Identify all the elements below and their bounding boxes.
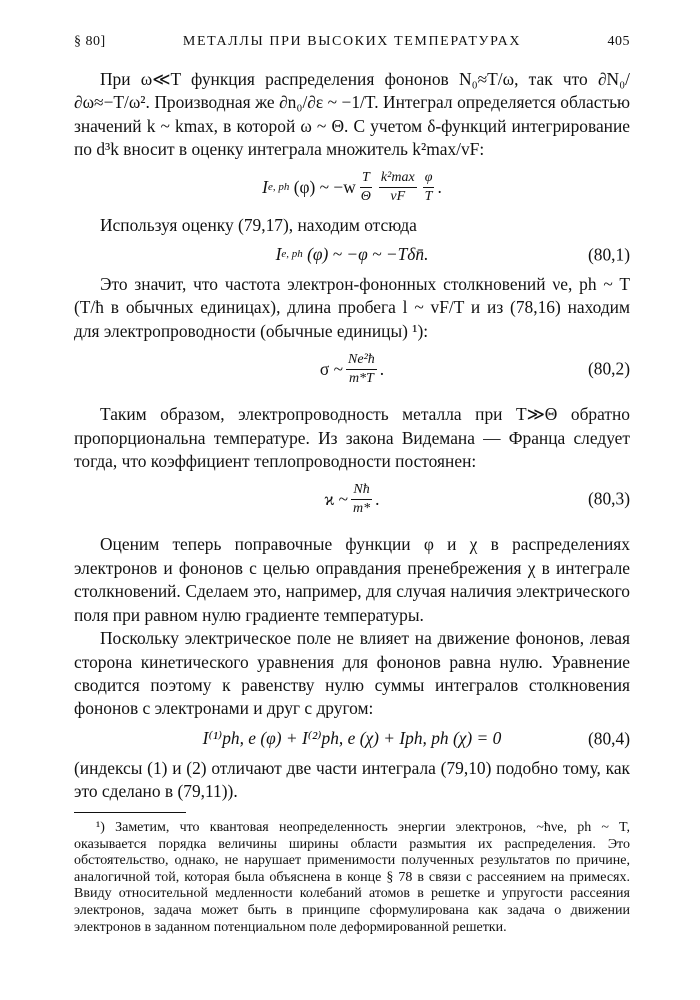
eq1-lhs: I: [275, 244, 282, 265]
equation-80-1: [74, 237, 630, 273]
equation-unnumbered: [74, 162, 630, 214]
eq2-frac: $\frac{\text{Ne²ħ}}{m*T}$: [348, 351, 375, 386]
paragraph-2: Используя оценку (79,17), находим отсюда: [100, 214, 417, 235]
eq2-lhs: σ ~: [319, 358, 344, 379]
equation-80-3: [74, 473, 630, 525]
paragraph-7: (индексы (1) и (2) отличают две части интеграла (79,10) подобно тому, как это сделано в (79,11)).: [74, 757, 630, 802]
footnote-divider: [74, 812, 186, 813]
paragraph-5: Оценим теперь поправочные функции φ и χ в распределениях электронов и фононов с целью оправдания пренебрежения χ в интеграле столкновений. Сделаем это, например, для случая наличия электрического поля при равном нулю градиенте температуры.: [74, 534, 630, 625]
equation-number: (80,2): [587, 358, 630, 379]
equation-80-2: [74, 343, 630, 395]
page-number: 405: [607, 34, 630, 49]
footnote: ¹) Заметим, что квантовая неопределенность энергии электронов, ~ħνe, ph ~ T, оказывается порядка величины ширины области размытия их распределения. Это обстоятельство, однако, не нарушает применимости полученных результатов по причине, аналогичной той, которая была объяснена в конце § 78 в связи с рассеянием на примесях. Ввиду относительной медленности колебаний атомов в решетке и упругости рассеяния электронов, задача может быть в принципе сформулирована как задача о движении электронов в заданном потенциальном поле деформированной решетки.: [74, 820, 630, 935]
eq1-sub: e, ph: [281, 248, 303, 261]
section-marker: § 80]: [74, 34, 106, 49]
eq3-end: .: [375, 488, 380, 509]
eq0-lhs: I: [262, 176, 268, 197]
paragraph-1: При ω≪T функция распределения фононов N₀≈T/ω, так что ∂N₀/∂ω≈−T/ω². Производная же ∂n₀/∂ε ~ −1/T. Интеграл определяется областью значений k ~ kmax, в которой ω ~ Θ. С учетом δ-функций интегрирование по d³k вносит в оценку интеграла множитель k²max/vF:: [74, 69, 630, 160]
eq1-rhs: (φ) ~ −φ ~ −Tδn̄.: [307, 244, 429, 265]
paragraph-4: Таким образом, электропроводность металла при T≫Θ обратно пропорциональна температуре. Из закона Видемана — Франца следует тогда, что коэффициент теплопроводности постоянен:: [74, 404, 630, 472]
eq0-arg: (φ) ~ −w: [293, 176, 356, 197]
paragraph-3: Это значит, что частота электрон-фононных столкновений νe, ph ~ T (T/ħ в обычных единицах), длина пробега l ~ vF/T и из (78,16) находим для электропроводности (обычные единицы) ¹):: [74, 274, 630, 341]
running-title: МЕТАЛЛЫ ПРИ ВЫСОКИХ ТЕМПЕРАТУРАХ: [182, 34, 522, 49]
eq0-end: .: [437, 176, 442, 197]
equation-number: (80,1): [587, 244, 630, 265]
eq0-frac-2: $\frac{\text{k²max}}{vF}$: [380, 170, 415, 205]
running-header: [74, 34, 630, 56]
equation-80-4: [74, 721, 630, 757]
equation-number: (80,4): [587, 728, 630, 749]
eq0-frac-3: $\frac{\varphi}{T}$: [424, 170, 433, 205]
eq3-lhs: ϰ ~: [324, 488, 348, 509]
eq3-frac: $\frac{Nħ}{m*}$: [353, 481, 371, 516]
eq4-body: I⁽¹⁾ph, e (φ) + I⁽²⁾ph, e (χ) + Iph, ph (χ) = 0: [202, 728, 502, 749]
main-text: [74, 68, 630, 804]
equation-number: (80,3): [587, 488, 630, 509]
eq0-sub: e, ph: [267, 180, 290, 193]
paragraph-6: Поскольку электрическое поле не влияет на движение фононов, левая сторона кинетического уравнения для фононов равна нулю. Уравнение сводится поэтому к равенству нулю суммы интегралов столкновения фононов с электронами и друг с другом:: [74, 628, 630, 719]
eq2-end: .: [379, 358, 385, 379]
eq0-frac-1: $\frac{T}{\Theta}$: [360, 170, 371, 205]
